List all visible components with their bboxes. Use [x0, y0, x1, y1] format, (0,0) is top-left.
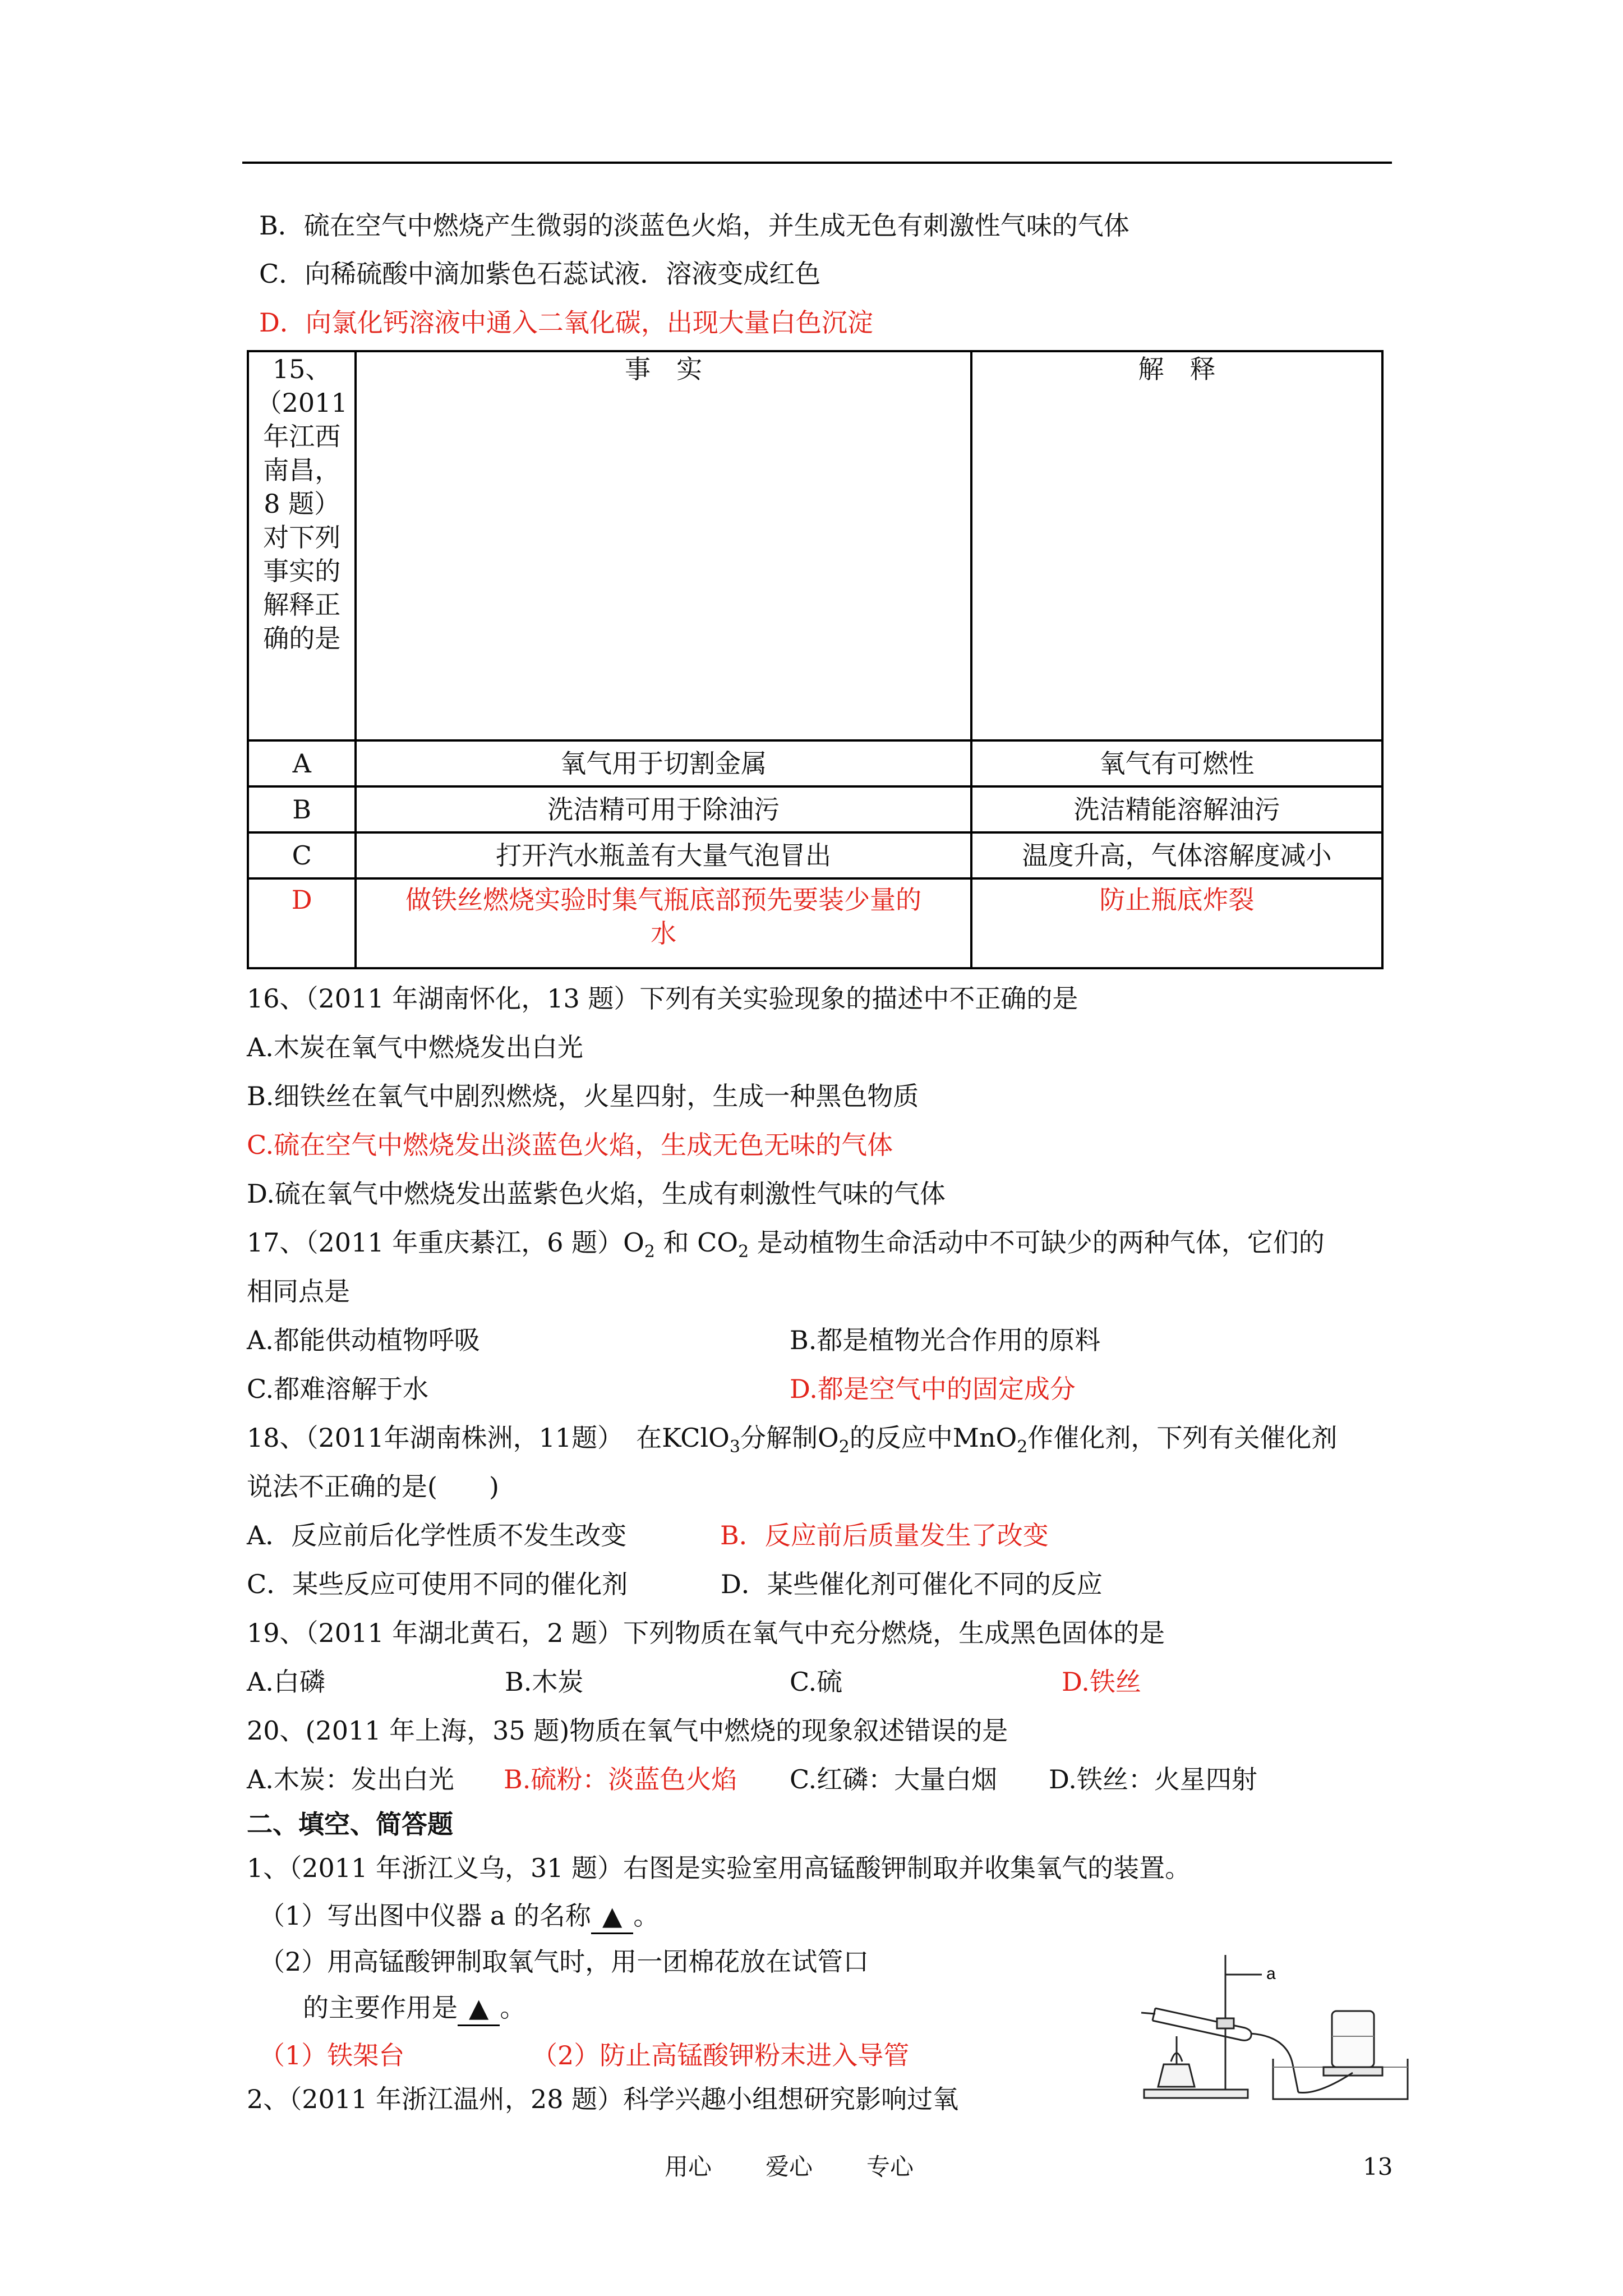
q15-question-line: 南昌， [263, 455, 341, 485]
q20-option-a: A.木炭：发出白光 [247, 1764, 454, 1795]
q19-option-b: B.木炭 [505, 1667, 584, 1697]
answer-blank[interactable]: ▲ [591, 1899, 633, 1934]
row-fact [356, 878, 971, 968]
q19-stem: 19、（2011 年湖北黄石，2 题）下列物质在氧气中充分燃烧，生成黑色固体的是 [247, 1618, 1165, 1648]
q15-question-line: 8 题） [264, 489, 340, 519]
q15-question-line: 事实的 [263, 556, 341, 586]
footer-item: 专心 [866, 2153, 914, 2180]
q16-option-d: D.硫在氧气中燃烧发出蓝紫色火焰，生成有刺激性气味的气体 [247, 1179, 946, 1209]
s2-q1-part1: （1）写出图中仪器 a 的名称 ▲ 。 [259, 1899, 659, 1934]
row-fact: 氧气用于切割金属 [356, 740, 971, 786]
section-title: 二、填空、简答题 [247, 1809, 453, 1839]
row-option: B [248, 786, 356, 832]
footer-item: 用心 [665, 2153, 712, 2180]
q20-option-b-answer: B.硫粉：淡蓝色火焰 [504, 1764, 737, 1795]
row-option: D [248, 878, 356, 968]
q15-question-line: （2011 [256, 388, 348, 418]
q18-stem: 18、（2011年湖南株洲，11题） 在KClO$_3$分解制$O_2$的反应中MnO$_2$作催化剂，下列有关催化剂 [247, 1423, 1338, 1457]
q15-question-line: 15、 [272, 354, 331, 384]
option-d-answer-line: D．向氯化钙溶液中通入二氧化碳，出现大量白色沉淀 [259, 307, 873, 338]
footer-item: 爱心 [766, 2153, 813, 2180]
q18-option-a: A．反应前后化学性质不发生改变 [247, 1520, 627, 1550]
q15-question-line: 确的是 [263, 623, 341, 654]
row-option: A [248, 740, 356, 786]
page-number: 13 [1363, 2153, 1393, 2180]
row-explain: 温度升高，气体溶解度减小 [971, 832, 1382, 878]
q15-question-line: 解释正 [263, 590, 341, 620]
q16-stem: 16、（2011 年湖南怀化，13 题）下列有关实验现象的描述中不正确的是 [247, 983, 1078, 1014]
q15-header-fact: 事 实 [356, 351, 971, 740]
option-c-line: C．向稀硫酸中滴加紫色石蕊试液．溶液变成红色 [259, 259, 821, 289]
q20-stem: 20、(2011 年上海，35 题)物质在氧气中燃烧的现象叙述错误的是 [247, 1715, 1008, 1746]
q17-option-a: A.都能供动植物呼吸 [247, 1325, 480, 1355]
q18-stem-cont: 说法不正确的是( ) [247, 1471, 499, 1502]
row-fact-line: 做铁丝燃烧实验时集气瓶底部预先要装少量的 [405, 885, 922, 915]
table-row [248, 740, 1382, 786]
s2-q1-part2: （2）用高锰酸钾制取氧气时，用一团棉花放在试管口 [259, 1947, 869, 1977]
q16-option-a: A.木炭在氧气中燃烧发出白光 [247, 1032, 583, 1062]
q15-header-explain: 解 释 [971, 351, 1382, 740]
s2-q1-answer-2: （2）防止高锰酸钾粉末进入导管 [532, 2040, 910, 2070]
option-b-line: B．硫在空气中燃烧产生微弱的淡蓝色火焰，并生成无色有刺激性气味的气体 [259, 210, 1129, 241]
table-row [248, 832, 1382, 878]
q17-stem: 17、（2011 年重庆綦江，6 题）$O_2$ 和 $CO_2$ 是动植物生命活动中不可缺少的两种气体，它们的 [247, 1227, 1325, 1262]
q15-header-row [248, 351, 1382, 740]
q19-option-a: A.白磷 [247, 1667, 325, 1697]
table-row [248, 786, 1382, 832]
s2-q2-stem: 2、（2011 年浙江温州，28 题）科学兴趣小组想研究影响过氧 [247, 2084, 959, 2114]
row-fact-line: 水 [651, 918, 677, 949]
q20-option-d: D.铁丝：火星四射 [1049, 1764, 1257, 1795]
q15-table [247, 350, 1384, 969]
s2-q1-answer-1: （1）铁架台 [259, 2040, 405, 2070]
q16-option-c-answer: C.硫在空气中燃烧发出淡蓝色火焰，生成无色无味的气体 [247, 1130, 893, 1160]
q19-option-d-answer: D.铁丝 [1062, 1667, 1141, 1697]
row-option: C [248, 832, 356, 878]
q18-option-b-answer: B．反应前后质量发生了改变 [720, 1520, 1049, 1550]
table-row-answer [248, 878, 1382, 968]
q16-option-b: B.细铁丝在氧气中剧烈燃烧，火星四射，生成一种黑色物质 [247, 1081, 919, 1111]
q19-option-c: C.硫 [790, 1667, 843, 1697]
q15-question-line: 对下列 [263, 522, 341, 553]
header-rule [242, 162, 1392, 164]
figure-label-a: a [1266, 1964, 1276, 1983]
oxygen-apparatus-figure [1133, 1952, 1413, 2106]
row-explain: 防止瓶底炸裂 [971, 878, 1382, 968]
q17-stem-cont: 相同点是 [247, 1276, 350, 1306]
q18-option-d: D．某些催化剂可催化不同的反应 [721, 1569, 1103, 1599]
row-fact: 洗洁精可用于除油污 [356, 786, 971, 832]
s2-q1-part2-cont: 的主要作用是 ▲ 。 [303, 1991, 525, 2026]
q15-question-line: 年江西 [263, 421, 341, 452]
row-explain: 氧气有可燃性 [971, 740, 1382, 786]
q20-option-c: C.红磷：大量白烟 [790, 1764, 998, 1795]
q17-option-c: C.都难溶解于水 [247, 1374, 429, 1404]
row-fact: 打开汽水瓶盖有大量气泡冒出 [356, 832, 971, 878]
answer-blank[interactable]: ▲ [458, 1991, 500, 2026]
s2-q1-stem: 1、（2011 年浙江义乌，31 题）右图是实验室用高锰酸钾制取并收集氧气的装置。 [247, 1853, 1191, 1883]
q15-question-cell [248, 351, 356, 740]
q18-option-c: C．某些反应可使用不同的催化剂 [247, 1569, 628, 1599]
row-explain: 洗洁精能溶解油污 [971, 786, 1382, 832]
q17-option-b: B.都是植物光合作用的原料 [790, 1325, 1101, 1355]
q17-option-d-answer: D.都是空气中的固定成分 [790, 1374, 1076, 1404]
